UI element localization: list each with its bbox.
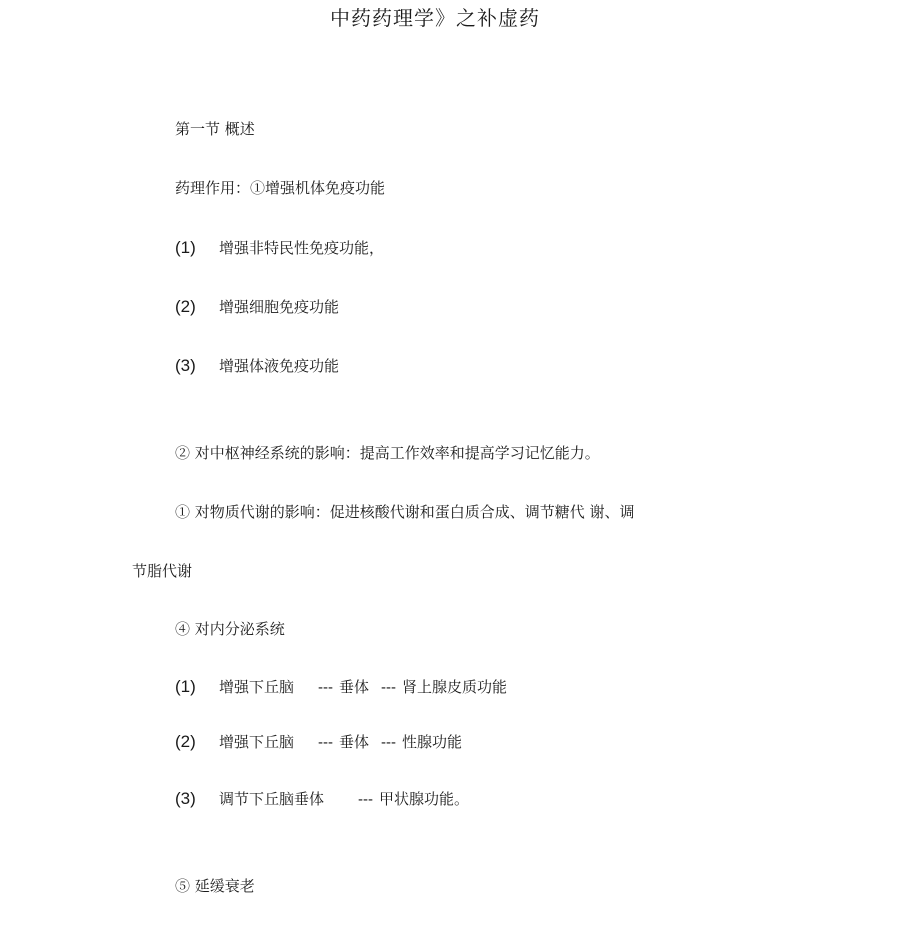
item-part-b: 垂体 <box>339 678 370 696</box>
immune-item <box>175 356 339 376</box>
item-part-c: 甲状腺功能。 <box>379 790 470 808</box>
immune-item <box>175 238 384 258</box>
endocrine-item <box>175 677 507 698</box>
pharm-action-intro: 药理作用：①增强机体免疫功能 <box>175 179 386 197</box>
endocrine-heading: ④ 对内分泌系统 <box>175 620 285 638</box>
immune-item <box>175 297 339 317</box>
metabolism-line-2: 节脂代谢 <box>132 562 193 580</box>
item-part-a: 增强下丘脑 <box>219 733 295 751</box>
item-text: 增强非特民性免疫功能， <box>219 239 385 257</box>
dash-separator: --- <box>358 791 374 808</box>
endocrine-item <box>175 789 469 810</box>
document-title: 中药药理学》之补虚药 <box>330 6 540 30</box>
item-part-c: 性腺功能 <box>402 733 463 751</box>
item-number: (1) <box>175 238 196 257</box>
dash-separator: --- <box>318 679 334 696</box>
dash-separator: --- <box>318 734 334 751</box>
section-heading: 第一节 概述 <box>175 120 255 138</box>
item-number: (2) <box>175 297 196 316</box>
item-part-c: 肾上腺皮质功能 <box>402 678 508 696</box>
endocrine-item <box>175 732 462 753</box>
item-text: 增强细胞免疫功能 <box>219 298 340 316</box>
dash-separator: --- <box>381 734 397 751</box>
cns-effect: ② 对中枢神经系统的影响：提高工作效率和提高学习记忆能力。 <box>175 444 600 462</box>
item-number: (2) <box>175 732 196 751</box>
item-part-a: 调节下丘脑垂体 <box>219 790 325 808</box>
item-part-a: 增强下丘脑 <box>219 678 295 696</box>
anti-aging: ⑤ 延缓衰老 <box>175 877 255 895</box>
item-number: (3) <box>175 356 196 375</box>
metabolism-line-1: ① 对物质代谢的影响：促进核酸代谢和蛋白质合成、调节糖代 谢、调 <box>175 503 635 521</box>
item-text: 增强体液免疫功能 <box>219 357 340 375</box>
item-part-b: 垂体 <box>339 733 370 751</box>
dash-separator: --- <box>381 679 397 696</box>
item-number: (1) <box>175 677 196 696</box>
item-number: (3) <box>175 789 196 808</box>
